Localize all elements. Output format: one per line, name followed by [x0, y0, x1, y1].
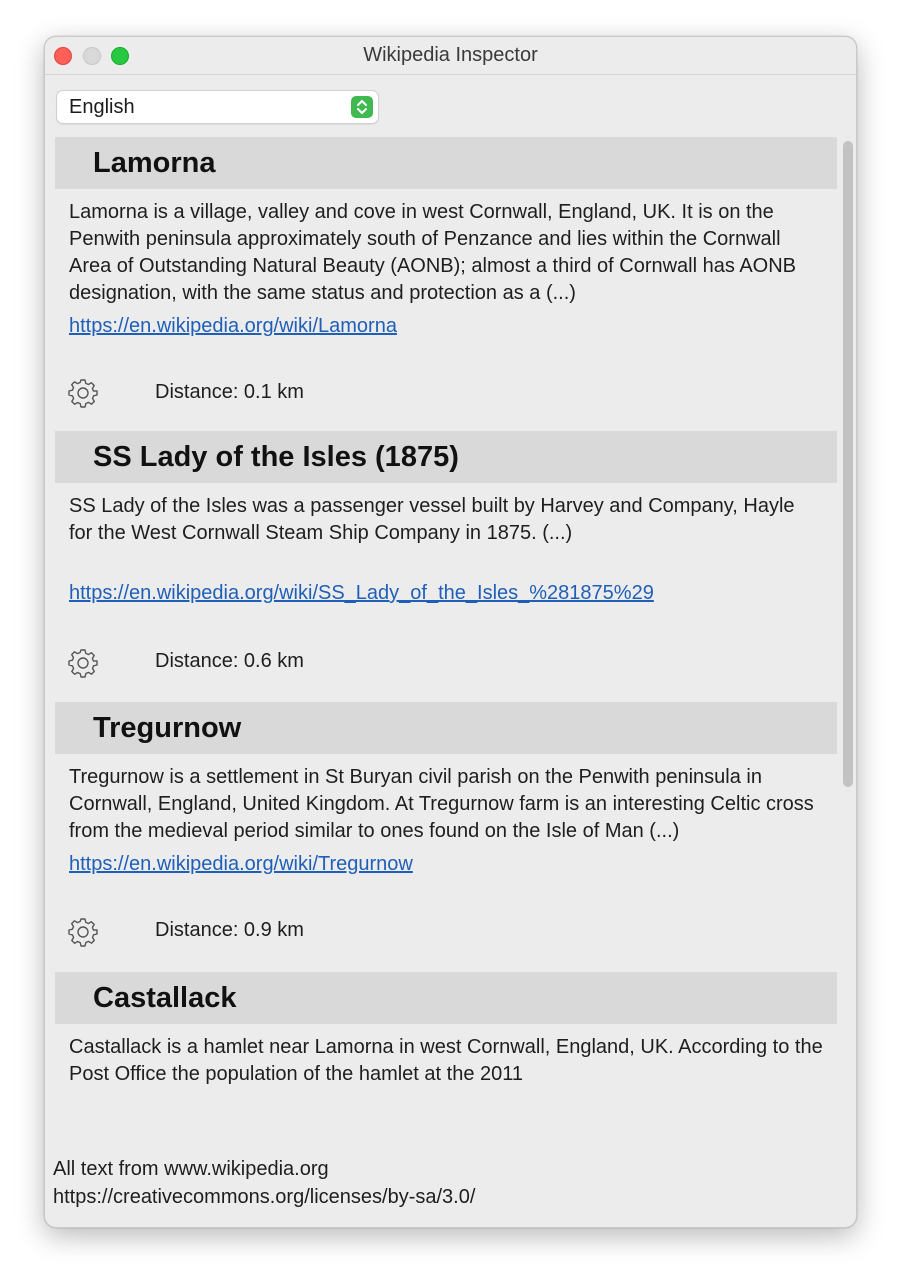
- article-title: SS Lady of the Isles (1875): [55, 431, 837, 483]
- article-scroll-view[interactable]: [55, 137, 857, 1140]
- article-summary: Lamorna is a village, valley and cove in west Cornwall, England, UK. It is on the Penwith peninsula approximately south of Penzance and lies within the Cornwall Area of Outstanding Natural Beauty (AONB); almost a third of Cornwall has AONB designation, with the same status and protection as a (...): [69, 201, 796, 304]
- chevron-up-down-icon[interactable]: [351, 96, 373, 118]
- vertical-scrollbar[interactable]: [843, 141, 853, 787]
- article-title: Lamorna: [55, 137, 837, 189]
- distance-label: Distance: 0.1 km: [155, 381, 304, 403]
- gear-icon[interactable]: [67, 916, 99, 948]
- article-footer: [55, 878, 837, 972]
- distance-label: Distance: 0.9 km: [155, 919, 304, 941]
- window-title: Wikipedia Inspector: [363, 44, 538, 66]
- article-summary: SS Lady of the Isles was a passenger vessel built by Harvey and Company, Hayle for the West Cornwall Steam Ship Company in 1875. (...): [69, 495, 795, 544]
- article-summary: Castallack is a hamlet near Lamorna in west Cornwall, England, UK. According to the Post Office the population of the hamlet at the 2011: [69, 1036, 823, 1085]
- article-footer: [55, 340, 837, 431]
- article-title: Castallack: [55, 972, 837, 1024]
- app-window: [44, 36, 857, 1228]
- attribution: [53, 1155, 475, 1211]
- attribution-license: https://creativecommons.org/licenses/by-sa/3.0/: [53, 1186, 476, 1208]
- article-link[interactable]: https://en.wikipedia.org/wiki/Lamorna: [69, 315, 397, 337]
- article-card: [55, 137, 837, 431]
- article-link[interactable]: https://en.wikipedia.org/wiki/SS_Lady_of_the_Isles_%281875%29: [69, 582, 654, 604]
- article-card: [55, 702, 837, 972]
- article-footer: [55, 607, 837, 702]
- language-select-value: English: [69, 96, 135, 118]
- article-title: Tregurnow: [55, 702, 837, 754]
- gear-icon[interactable]: [67, 377, 99, 409]
- article-summary: Tregurnow is a settlement in St Buryan civil parish on the Penwith peninsula in Cornwall, England, United Kingdom. At Tregurnow farm is an interesting Celtic cross from the medieval period similar to ones found on the Isle of Man (...): [69, 766, 814, 842]
- language-select[interactable]: [56, 90, 379, 124]
- attribution-source: All text from www.wikipedia.org: [53, 1158, 329, 1180]
- gear-icon[interactable]: [67, 647, 99, 679]
- distance-label: Distance: 0.6 km: [155, 650, 304, 672]
- article-list: [55, 137, 837, 1088]
- article-link[interactable]: https://en.wikipedia.org/wiki/Tregurnow: [69, 853, 413, 875]
- article-card: [55, 431, 837, 702]
- title-bar: [45, 37, 856, 75]
- article-card: [55, 972, 837, 1088]
